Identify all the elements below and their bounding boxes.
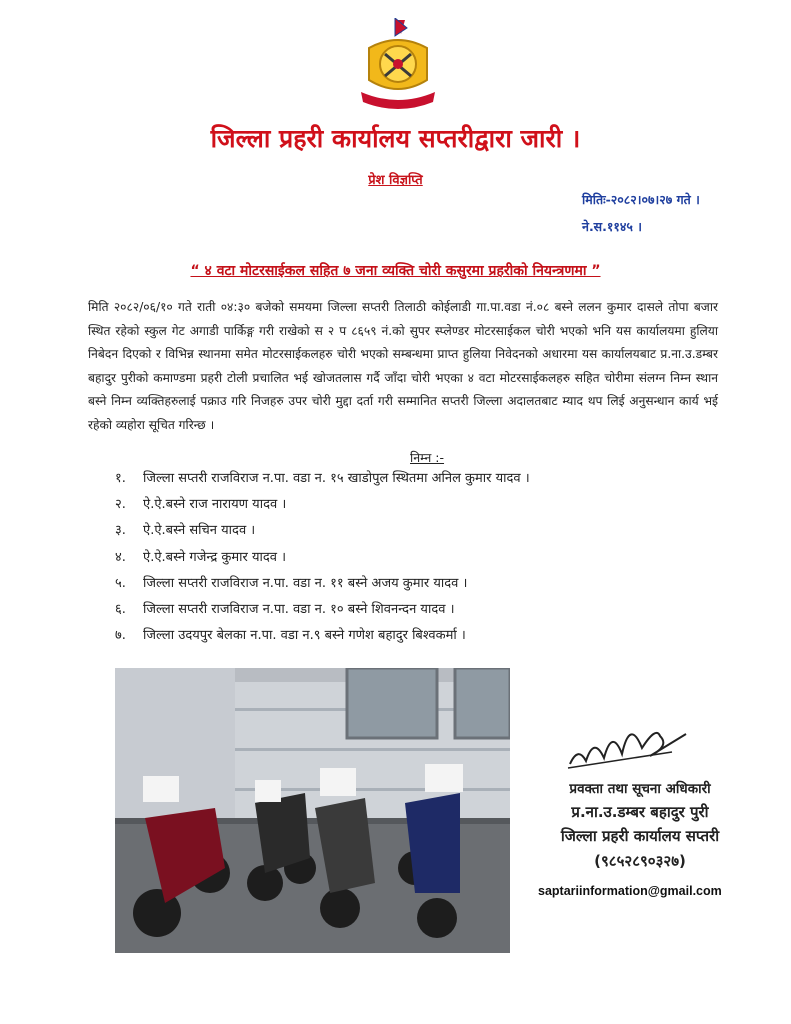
list-item — [115, 571, 530, 597]
list-item — [115, 597, 530, 623]
list-item-number: ६. — [115, 602, 126, 618]
list-item — [115, 518, 530, 544]
list-item-number: २. — [115, 497, 126, 513]
police-emblem-logo — [355, 18, 441, 110]
list-item-number: ५. — [115, 575, 126, 591]
arrested-persons-list — [115, 466, 530, 649]
list-item — [115, 466, 530, 492]
spokesperson-title: प्रवक्ता तथा सूचना अधिकारी — [569, 781, 711, 797]
handwritten-signature — [560, 706, 690, 776]
press-release-label: प्रेश विज्ञप्ति — [368, 173, 423, 188]
office-name: जिल्ला प्रहरी कार्यालय सप्तरी — [560, 827, 720, 845]
list-item-number: ७. — [115, 628, 126, 644]
signature-block — [520, 778, 760, 874]
headline: “ ४ वटा मोटरसाईकल सहित ७ जना व्यक्ति चोरी कसुरमा प्रहरीको नियन्त्रणमा ” — [190, 263, 601, 279]
phone-number: (९८५२८९०३२७) — [594, 852, 686, 870]
list-item — [115, 545, 530, 571]
list-item-text: जिल्ला सप्तरी राजविराज न.पा. वडा न. १५ खाडोपुल स्थितमा अनिल कुमार यादव । — [143, 471, 530, 486]
list-item-number: ४. — [115, 549, 126, 565]
body-paragraph: मिति २०८२/०६/१० गते राती ०४:३० बजेको समयमा जिल्ला सप्तरी तिलाठी कोईलाडी गा.पा.वडा नं.०८ बस्ने ललन कुमार दासले तोपा बजार स्थित रहेको स्कुल गेट अगाडी पार्किङ्ग गरी राखेको स २ प ८६५९ नं.को सुपर स्प्लेण्डर मोटरसाईकल चोरी भएको भनि यस कार्यालयमा हुलिया निबेदन दिएको र विभिन्न स्थानमा समेत मोटरसाईकलहरु चोरी भएको सम्बन्धमा प्राप्त हुलिया निवेदनको अधारमा यस कार्यालयबाट प्र.ना.उ.डम्बर बहादुर पुरीको कमाण्डमा प्रहरी टोली प्रचालित भई खोजतलास गर्दै जाँदा चोरी भएका ४ वटा मोटरसाईकलहरु सहित चोरीमा संलग्न निम्न स्थान बस्ने निम्न व्यक्तिहरुलाई पक्राउ गरि निजहरु उपर चोरी मुद्दा दर्ता गरी सम्मानित सप्तरी जिल्ला अदालतबाट म्याद थप लिई अनुसन्धान कार्य भई रहेको व्यहोरा सूचित गरिन्छ । — [88, 300, 718, 432]
motorcycles-photo — [115, 668, 510, 953]
list-item-text: ऐ.ऐ.बस्ने राज नारायण यादव । — [143, 497, 287, 513]
date-line: मितिः-२०८२।०७।२७ गते । — [582, 192, 700, 207]
list-item-text: जिल्ला सप्तरी राजविराज न.पा. वडा न. ११ बस्ने अजय कुमार यादव । — [143, 575, 468, 591]
email-address[interactable]: saptariinformation@gmail.com — [538, 884, 722, 898]
reference-number: ने.स.११४५ । — [582, 219, 642, 234]
list-item-text: जिल्ला उदयपुर बेलका न.पा. वडा न.९ बस्ने गणेश बहादुर बिश्वकर्मा । — [143, 628, 466, 644]
list-item-text: ऐ.ऐ.बस्ने सचिन यादव । — [143, 523, 256, 539]
list-item-text: ऐ.ऐ.बस्ने गजेन्द्र कुमार यादव । — [143, 549, 287, 565]
list-item — [115, 623, 530, 649]
list-item-number: १. — [115, 471, 126, 486]
page-title: जिल्ला प्रहरी कार्यालय सप्तरीद्वारा जारी । — [210, 124, 581, 153]
list-item-number: ३. — [115, 523, 126, 539]
list-heading: निम्न :- — [410, 450, 445, 465]
list-item-text: जिल्ला सप्तरी राजविराज न.पा. वडा न. १० बस्ने शिवनन्दन यादव । — [143, 602, 455, 618]
officer-name: प्र.ना.उ.डम्बर बहादुर पुरी — [571, 803, 709, 821]
list-item — [115, 492, 530, 518]
